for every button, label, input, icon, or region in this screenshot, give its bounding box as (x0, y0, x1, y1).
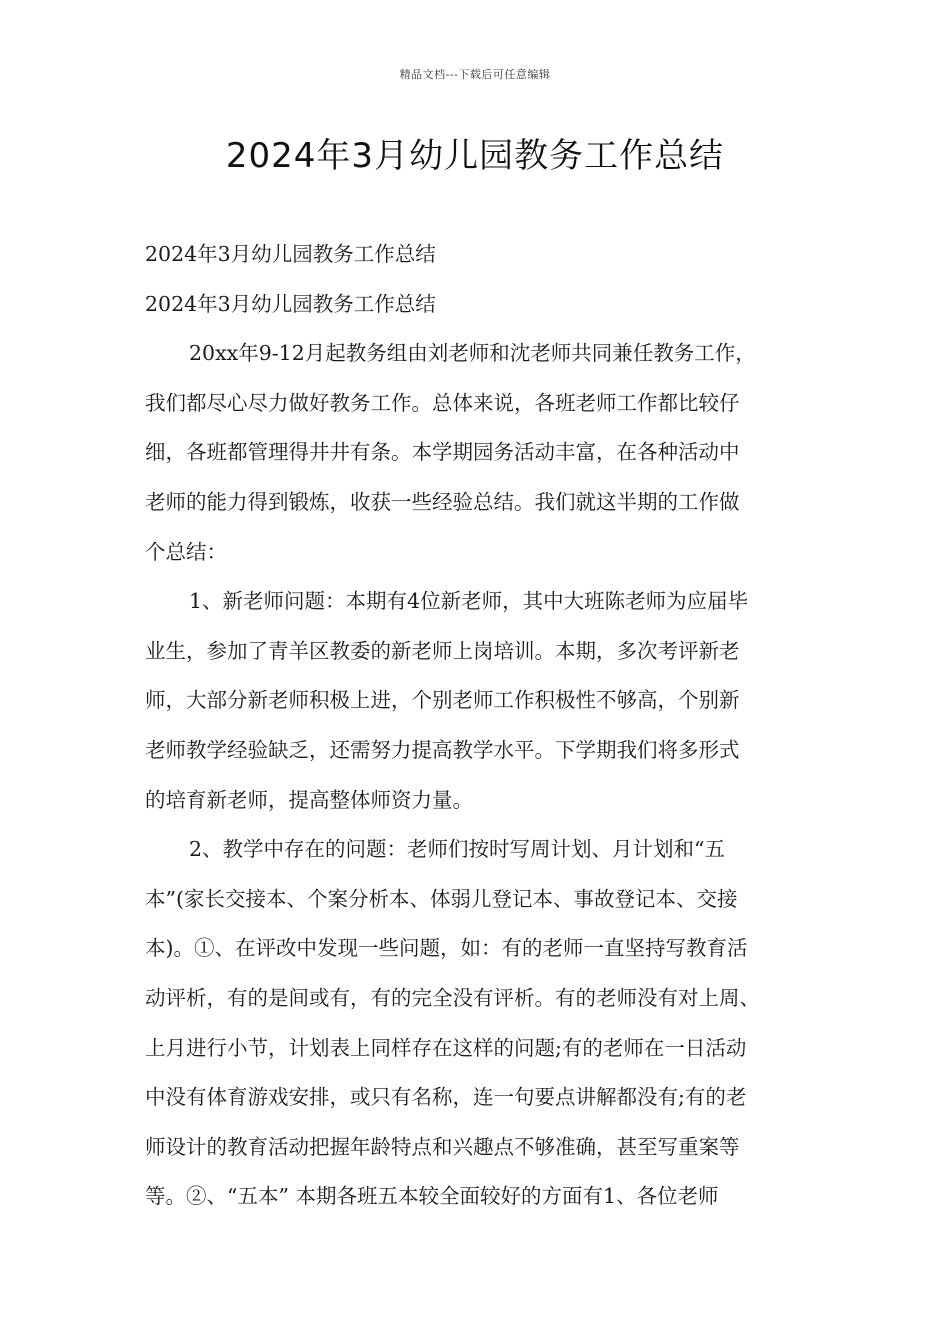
header-note: 精品文档---下载后可任意编辑 (399, 68, 551, 81)
body-line: 师，大部分新老师积极上进，个别老师工作积极性不够高，个别新 (145, 688, 740, 713)
body-line: 本)。①、在评改中发现一些问题，如：有的老师一直坚持写教育活 (145, 936, 748, 961)
body-line: 的培育新老师，提高整体师资力量。 (145, 787, 473, 812)
body-line: 上月进行小节，计划表上同样存在这样的问题;有的老师在一日活动 (145, 1035, 747, 1060)
body-line: 老师的能力得到锻炼，收获一些经验总结。我们就这半期的工作做 (145, 489, 740, 514)
body-line: 2024年3月幼儿园教务工作总结 (145, 242, 436, 266)
document-title: 2024年3月幼儿园教务工作总结 (225, 136, 725, 176)
body-line: 本”(家长交接本、个案分析本、体弱儿登记本、事故登记本、交接 (145, 886, 738, 911)
document-body (145, 230, 810, 1222)
body-line: 等。②、“五本” 本期各班五本较全面较好的方面有1、各位老师 (145, 1184, 719, 1209)
body-line: 1、新老师问题：本期有4位新老师，其中大班陈老师为应届毕 (189, 589, 749, 614)
body-line: 个总结： (145, 539, 227, 564)
body-line: 师设计的教育活动把握年龄特点和兴趣点不够准确，甚至写重案等 (145, 1134, 740, 1159)
body-line: 2024年3月幼儿园教务工作总结 (145, 291, 436, 316)
body-line: 2、教学中存在的问题：老师们按时写周计划、月计划和“五 (189, 837, 726, 862)
body-line: 动评析，有的是间或有，有的完全没有评析。有的老师没有对上周、 (145, 985, 760, 1010)
body-line: 中没有体育游戏安排，或只有名称，连一句要点讲解都没有;有的老 (145, 1085, 747, 1110)
body-line: 20xx年9-12月起教务组由刘老师和沈老师共同兼任教务工作， (189, 341, 756, 366)
body-line: 细，各班都管理得井井有条。本学期园务活动丰富，在各种活动中 (145, 440, 740, 465)
body-line: 我们都尽心尽力做好教务工作。总体来说，各班老师工作都比较仔 (145, 390, 740, 415)
body-line: 业生，参加了青羊区教委的新老师上岗培训。本期，多次考评新老 (145, 638, 740, 663)
body-line: 老师教学经验缺乏，还需努力提高教学水平。下学期我们将多形式 (145, 737, 740, 762)
